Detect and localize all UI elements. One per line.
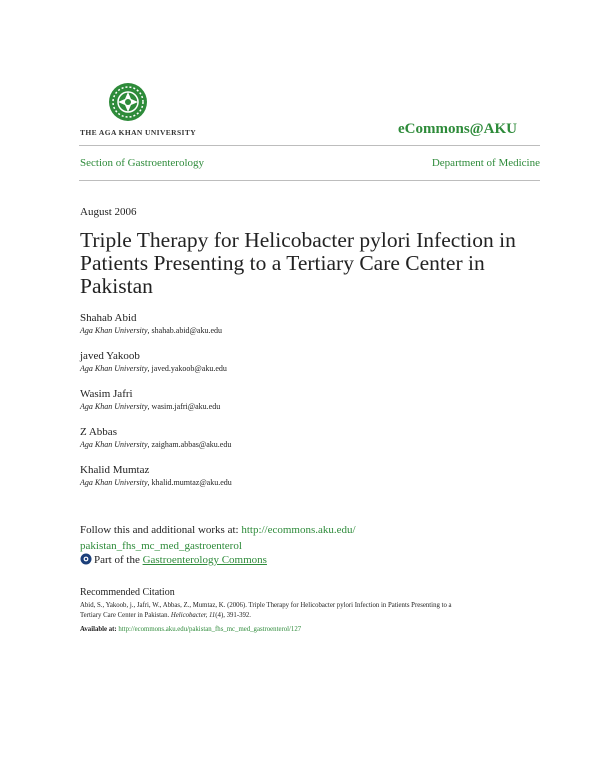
author-affiliation: Aga Khan University, shahab.abid@aku.edu — [80, 326, 223, 335]
available-at — [80, 626, 301, 633]
part-of-commons — [80, 553, 267, 566]
available-label: Available at: — [80, 626, 117, 633]
author-name: Wasim Jafri — [80, 388, 133, 400]
publication-date: August 2006 — [80, 206, 137, 218]
author-entry — [80, 349, 530, 387]
author-affiliation: Aga Khan University, zaigham.abbas@aku.edu — [80, 440, 232, 449]
follow-text: Follow this and additional works at: — [80, 524, 242, 536]
journal-name: Helicobacter, 11 — [170, 612, 216, 619]
author-affiliation: Aga Khan University, khalid.mumtaz@aku.edu — [80, 478, 232, 487]
author-name: Khalid Mumtaz — [80, 464, 150, 476]
author-email[interactable]: wasim.jafri@aku.edu — [151, 402, 221, 411]
ecommons-link[interactable]: eCommons@AKU — [398, 121, 517, 137]
follow-works — [80, 522, 520, 554]
network-commons-icon — [80, 553, 92, 565]
university-name: THE AGA KHAN UNIVERSITY — [80, 128, 197, 137]
paper-title: Triple Therapy for Helicobacter pylori Infection in Patients Presenting to a Tertiary Care Center in Pakistan — [80, 228, 516, 298]
author-entry — [80, 463, 530, 501]
department-link[interactable]: Department of Medicine — [431, 157, 540, 169]
header-divider-top — [79, 145, 540, 146]
author-email[interactable]: zaigham.abbas@aku.edu — [151, 440, 232, 449]
header-divider-bottom — [79, 180, 540, 181]
author-email[interactable]: shahab.abid@aku.edu — [151, 326, 223, 335]
section-link[interactable]: Section of Gastroenterology — [80, 157, 205, 169]
author-name: Z Abbas — [80, 426, 117, 438]
author-affiliation: Aga Khan University, javed.yakoob@aku.edu — [80, 364, 227, 373]
available-url-link[interactable]: http://ecommons.aku.edu/pakistan_fhs_mc_med_gastroenterol/127 — [118, 626, 302, 633]
recommended-citation-heading: Recommended Citation — [80, 587, 175, 598]
author-entry — [80, 311, 530, 349]
author-list — [80, 311, 530, 501]
author-email[interactable]: javed.yakoob@aku.edu — [151, 364, 227, 373]
author-entry — [80, 387, 530, 425]
aku-logo — [108, 82, 148, 122]
citation-text: Abid, S., Yakoob, j., Jafri, W., Abbas, Z., Mumtaz, K. (2006). Triple Therapy for Helicobacter pylori Infection in Patients Presenting to a Tertiary Care Center in Pakistan. Helicobacter, 11(4), 391-392. — [80, 602, 452, 619]
follow-link[interactable]: http://ecommons.aku.edu/ — [241, 524, 356, 536]
follow-link-continued[interactable]: pakistan_fhs_mc_med_gastroenterol — [80, 540, 242, 552]
author-name: Shahab Abid — [80, 312, 137, 324]
author-email[interactable]: khalid.mumtaz@aku.edu — [151, 478, 232, 487]
author-name: javed Yakoob — [80, 350, 140, 362]
author-entry — [80, 425, 530, 463]
author-affiliation: Aga Khan University, wasim.jafri@aku.edu — [80, 402, 221, 411]
part-of-text: Part of the — [94, 554, 143, 566]
gastroenterology-commons-link[interactable]: Gastroenterology Commons — [142, 554, 267, 566]
